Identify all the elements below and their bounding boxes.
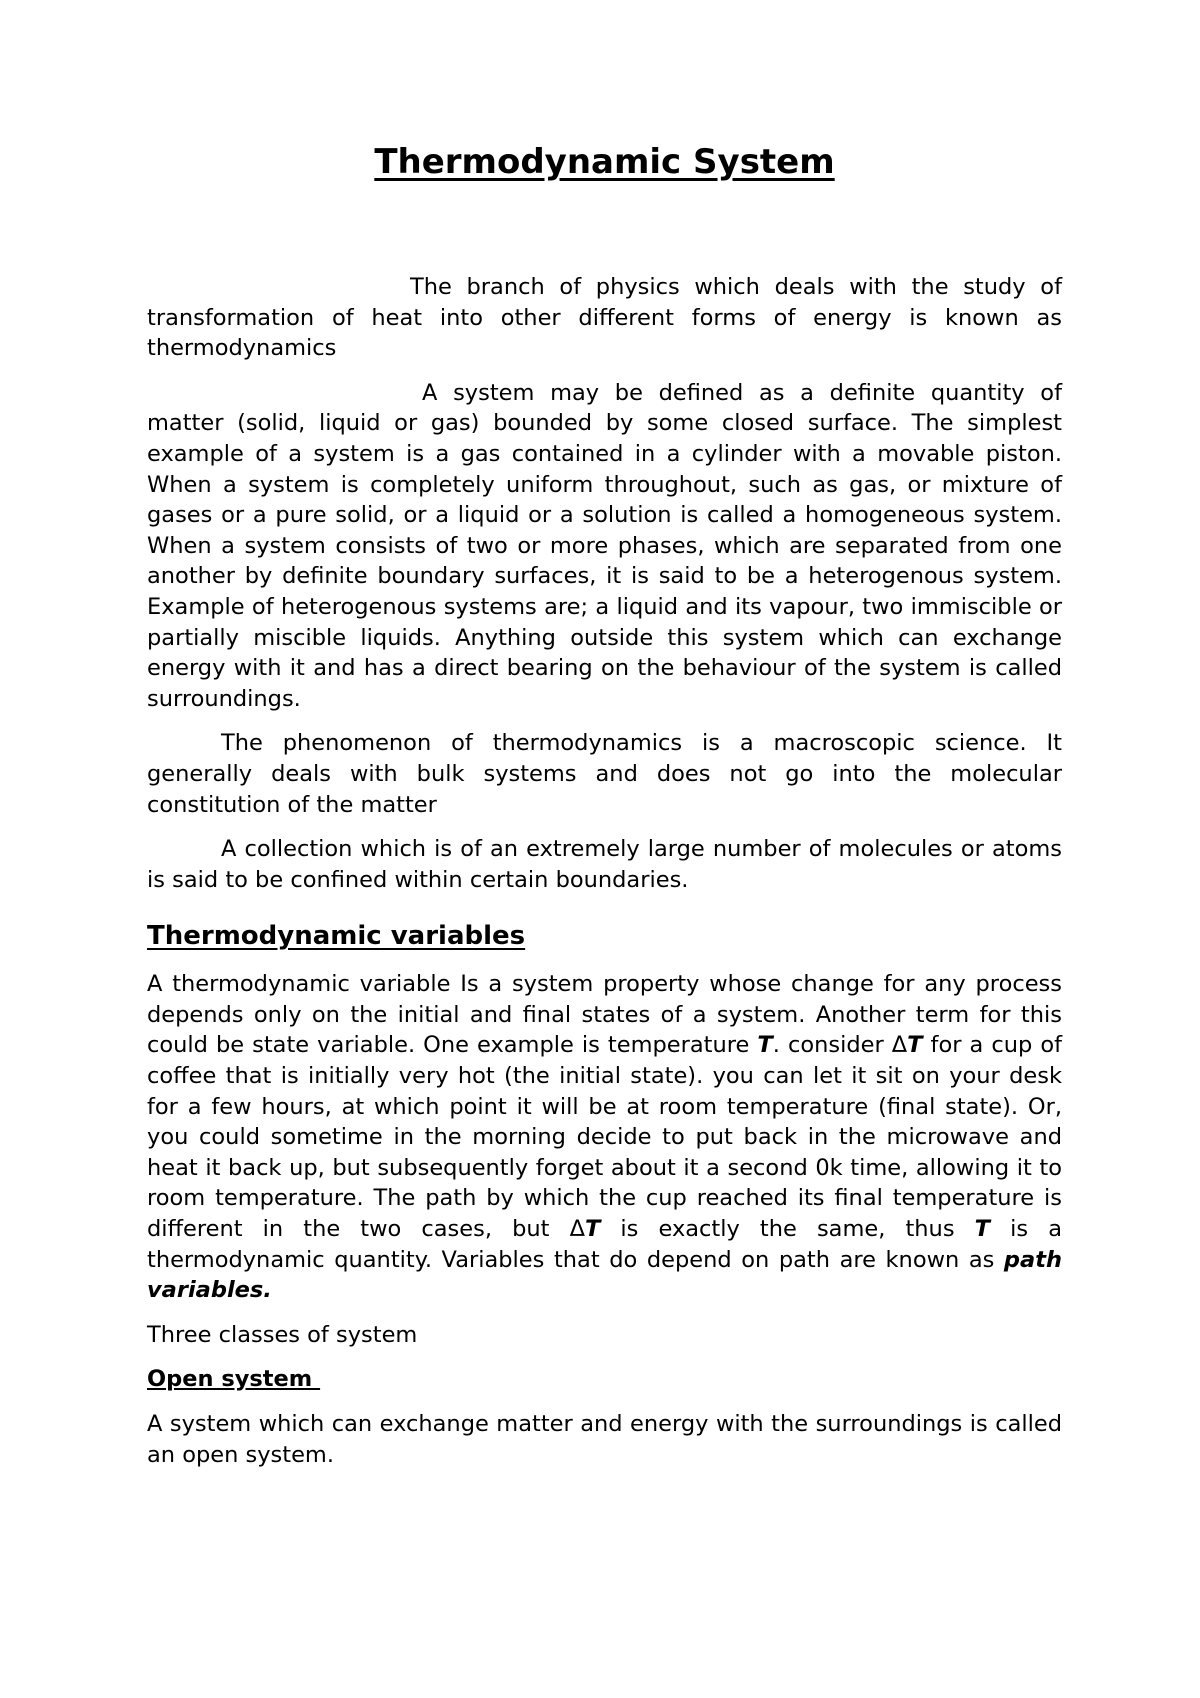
symbol-temperature: T [584, 1216, 601, 1243]
symbol-temperature: T [974, 1216, 991, 1243]
variables-text-c: for a cup of coffee that is initially very hot (the initial state). you can let it sit on your desk for a few hours, at which point it will be at room temperature (final state). Or, you could sometime in the morning decide to put back in the microwave and heat it back up, but subsequently forget about it a second 0k time, allowing it to room temperature. The path by which the cup reached its final temperature is different in the two cases, but Δ [147, 1032, 1063, 1243]
variables-text-b: . consider Δ [772, 1032, 908, 1059]
paragraph-variables [147, 969, 1062, 1306]
paragraph-system: A system may be defined as a definite quantity of matter (solid, liquid or gas) bounded by some closed surface. The simplest example of a system is a gas contained in a cylinder with a movable piston. When a system is completely uniform throughout, such as gas, or mixture of gases or a pure solid, or a liquid or a solution is called a homogeneous system. When a system consists of two or more phases, which are separated from one another by definite boundary surfaces, it is said to be a heterogenous system. Example of heterogenous systems are; a liquid and its vapour, two immiscible or partially miscible liquids. Anything outside this system which can exchange energy with it and has a direct bearing on the behaviour of the system is called surroundings. [147, 379, 1062, 712]
paragraph-phenomenon: The phenomenon of thermodynamics is a macroscopic science. It generally deals with bulk systems and does not go into the molecular constitution of the matter [147, 730, 1062, 818]
symbol-temperature: T [757, 1032, 773, 1059]
document-page [147, 140, 1062, 1470]
variables-text-a: A thermodynamic variable Is a system property whose change for any process depends only on the initial and final states of a system. Another term for this could be state variable. One example is temperature [147, 971, 1062, 1059]
paragraph-collection: A collection which is of an extremely large number of molecules or atoms is said to be confined within certain boundaries. [147, 836, 1062, 893]
document-title: Thermodynamic System [374, 142, 835, 182]
symbol-temperature: T [907, 1032, 923, 1059]
heading-thermodynamic-variables: Thermodynamic variables [147, 921, 526, 952]
paragraph-classes-intro: Three classes of system [147, 1321, 418, 1348]
heading-open-system: Open system [147, 1366, 321, 1393]
paragraph-open-system: A system which can exchange matter and energy with the surroundings is called an open system. [147, 1411, 1062, 1468]
variables-text-d: is exactly the same, thus [600, 1216, 975, 1243]
paragraph-definition: The branch of physics which deals with the study of transformation of heat into other different forms of energy is known as thermodynamics [147, 274, 1062, 362]
term-path-variables: path variables. [147, 1246, 1062, 1304]
variables-text-e: is a thermodynamic quantity. Variables that do depend on path are known as [147, 1216, 1062, 1273]
